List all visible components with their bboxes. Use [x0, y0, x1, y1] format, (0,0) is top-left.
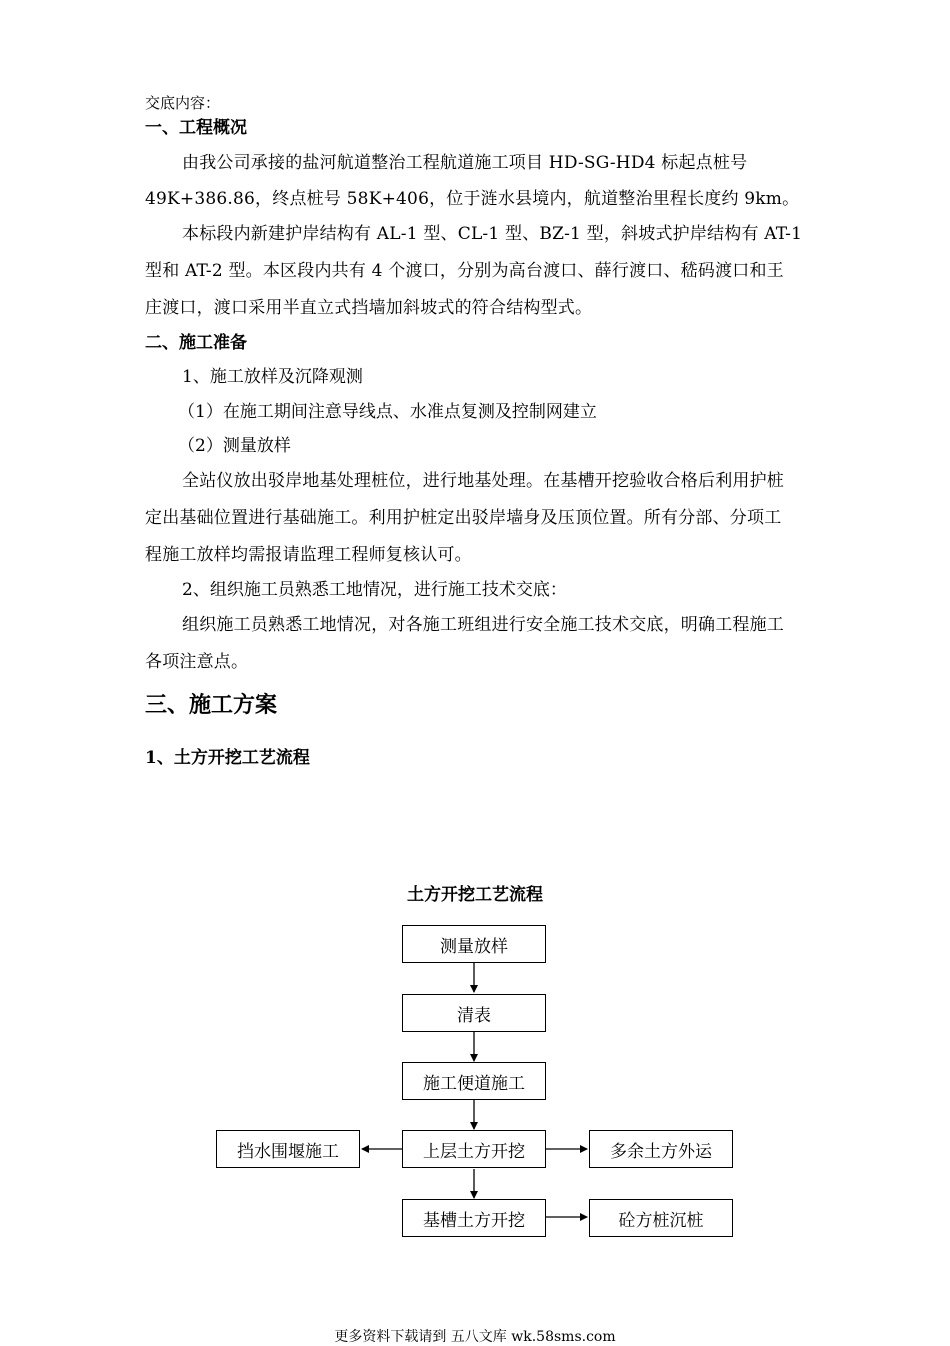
para3-line2: 定出基础位置进行基础施工。利用护桩定出驳岸墙身及压顶位置。所有分部、分项工	[145, 508, 782, 528]
para1-line2: 49K+386.86，终点桩号 58K+406，位于涟水县境内，航道整治里程长度约 9km。	[145, 189, 800, 209]
subitem1: （1）在施工期间注意导线点、水准点复测及控制网建立	[178, 402, 597, 422]
section3-subheading: 1、土方开挖工艺流程	[145, 748, 310, 768]
flow-step-road: 施工便道施工	[402, 1062, 546, 1100]
flow-step-upper: 上层土方开挖	[402, 1130, 546, 1168]
para4-line1: 组织施工员熟悉工地情况，对各施工班组进行安全施工技术交底，明确工程施工	[182, 615, 784, 635]
flow-step-cofferdam: 挡水围堰施工	[216, 1130, 360, 1168]
section1-heading: 一、工程概况	[145, 118, 247, 138]
para3-line3: 程施工放样均需报请监理工程师复核认可。	[145, 545, 472, 565]
section3-heading: 三、施工方案	[145, 692, 278, 718]
para3-line1: 全站仪放出驳岸地基处理桩位，进行地基处理。在基槽开挖验收合格后利用护桩	[182, 471, 784, 491]
flow-step-clear: 清表	[402, 994, 546, 1032]
para4-line2: 各项注意点。	[145, 652, 249, 672]
item2: 2、组织施工员熟悉工地情况，进行施工技术交底：	[182, 580, 567, 600]
para1-line1: 由我公司承接的盐河航道整治工程航道施工项目 HD-SG-HD4 标起点桩号	[182, 153, 748, 173]
section2-heading: 二、施工准备	[145, 333, 247, 353]
disclosure-label: 交底内容：	[145, 94, 221, 112]
flowchart-title: 土方开挖工艺流程	[407, 885, 543, 905]
footer-link[interactable]: 更多资料下载请到 五八文库 wk.58sms.com	[334, 1329, 616, 1345]
para2-line2: 型和 AT-2 型。本区段内共有 4 个渡口，分别为高台渡口、薛行渡口、嵇码渡口和王	[145, 261, 784, 281]
para2-line1: 本标段内新建护岸结构有 AL-1 型、CL-1 型、BZ-1 型，斜坡式护岸结构有 AT-1	[182, 224, 803, 244]
subitem2: （2）测量放样	[178, 436, 291, 456]
flow-step-trench: 基槽土方开挖	[402, 1199, 546, 1237]
para2-line3: 庄渡口，渡口采用半直立式挡墙加斜坡式的符合结构型式。	[145, 298, 593, 318]
flow-step-piles: 砼方桩沉桩	[589, 1199, 733, 1237]
flow-step-survey: 测量放样	[402, 925, 546, 963]
flow-step-haul: 多余土方外运	[589, 1130, 733, 1168]
item1: 1、施工放样及沉降观测	[182, 367, 363, 387]
